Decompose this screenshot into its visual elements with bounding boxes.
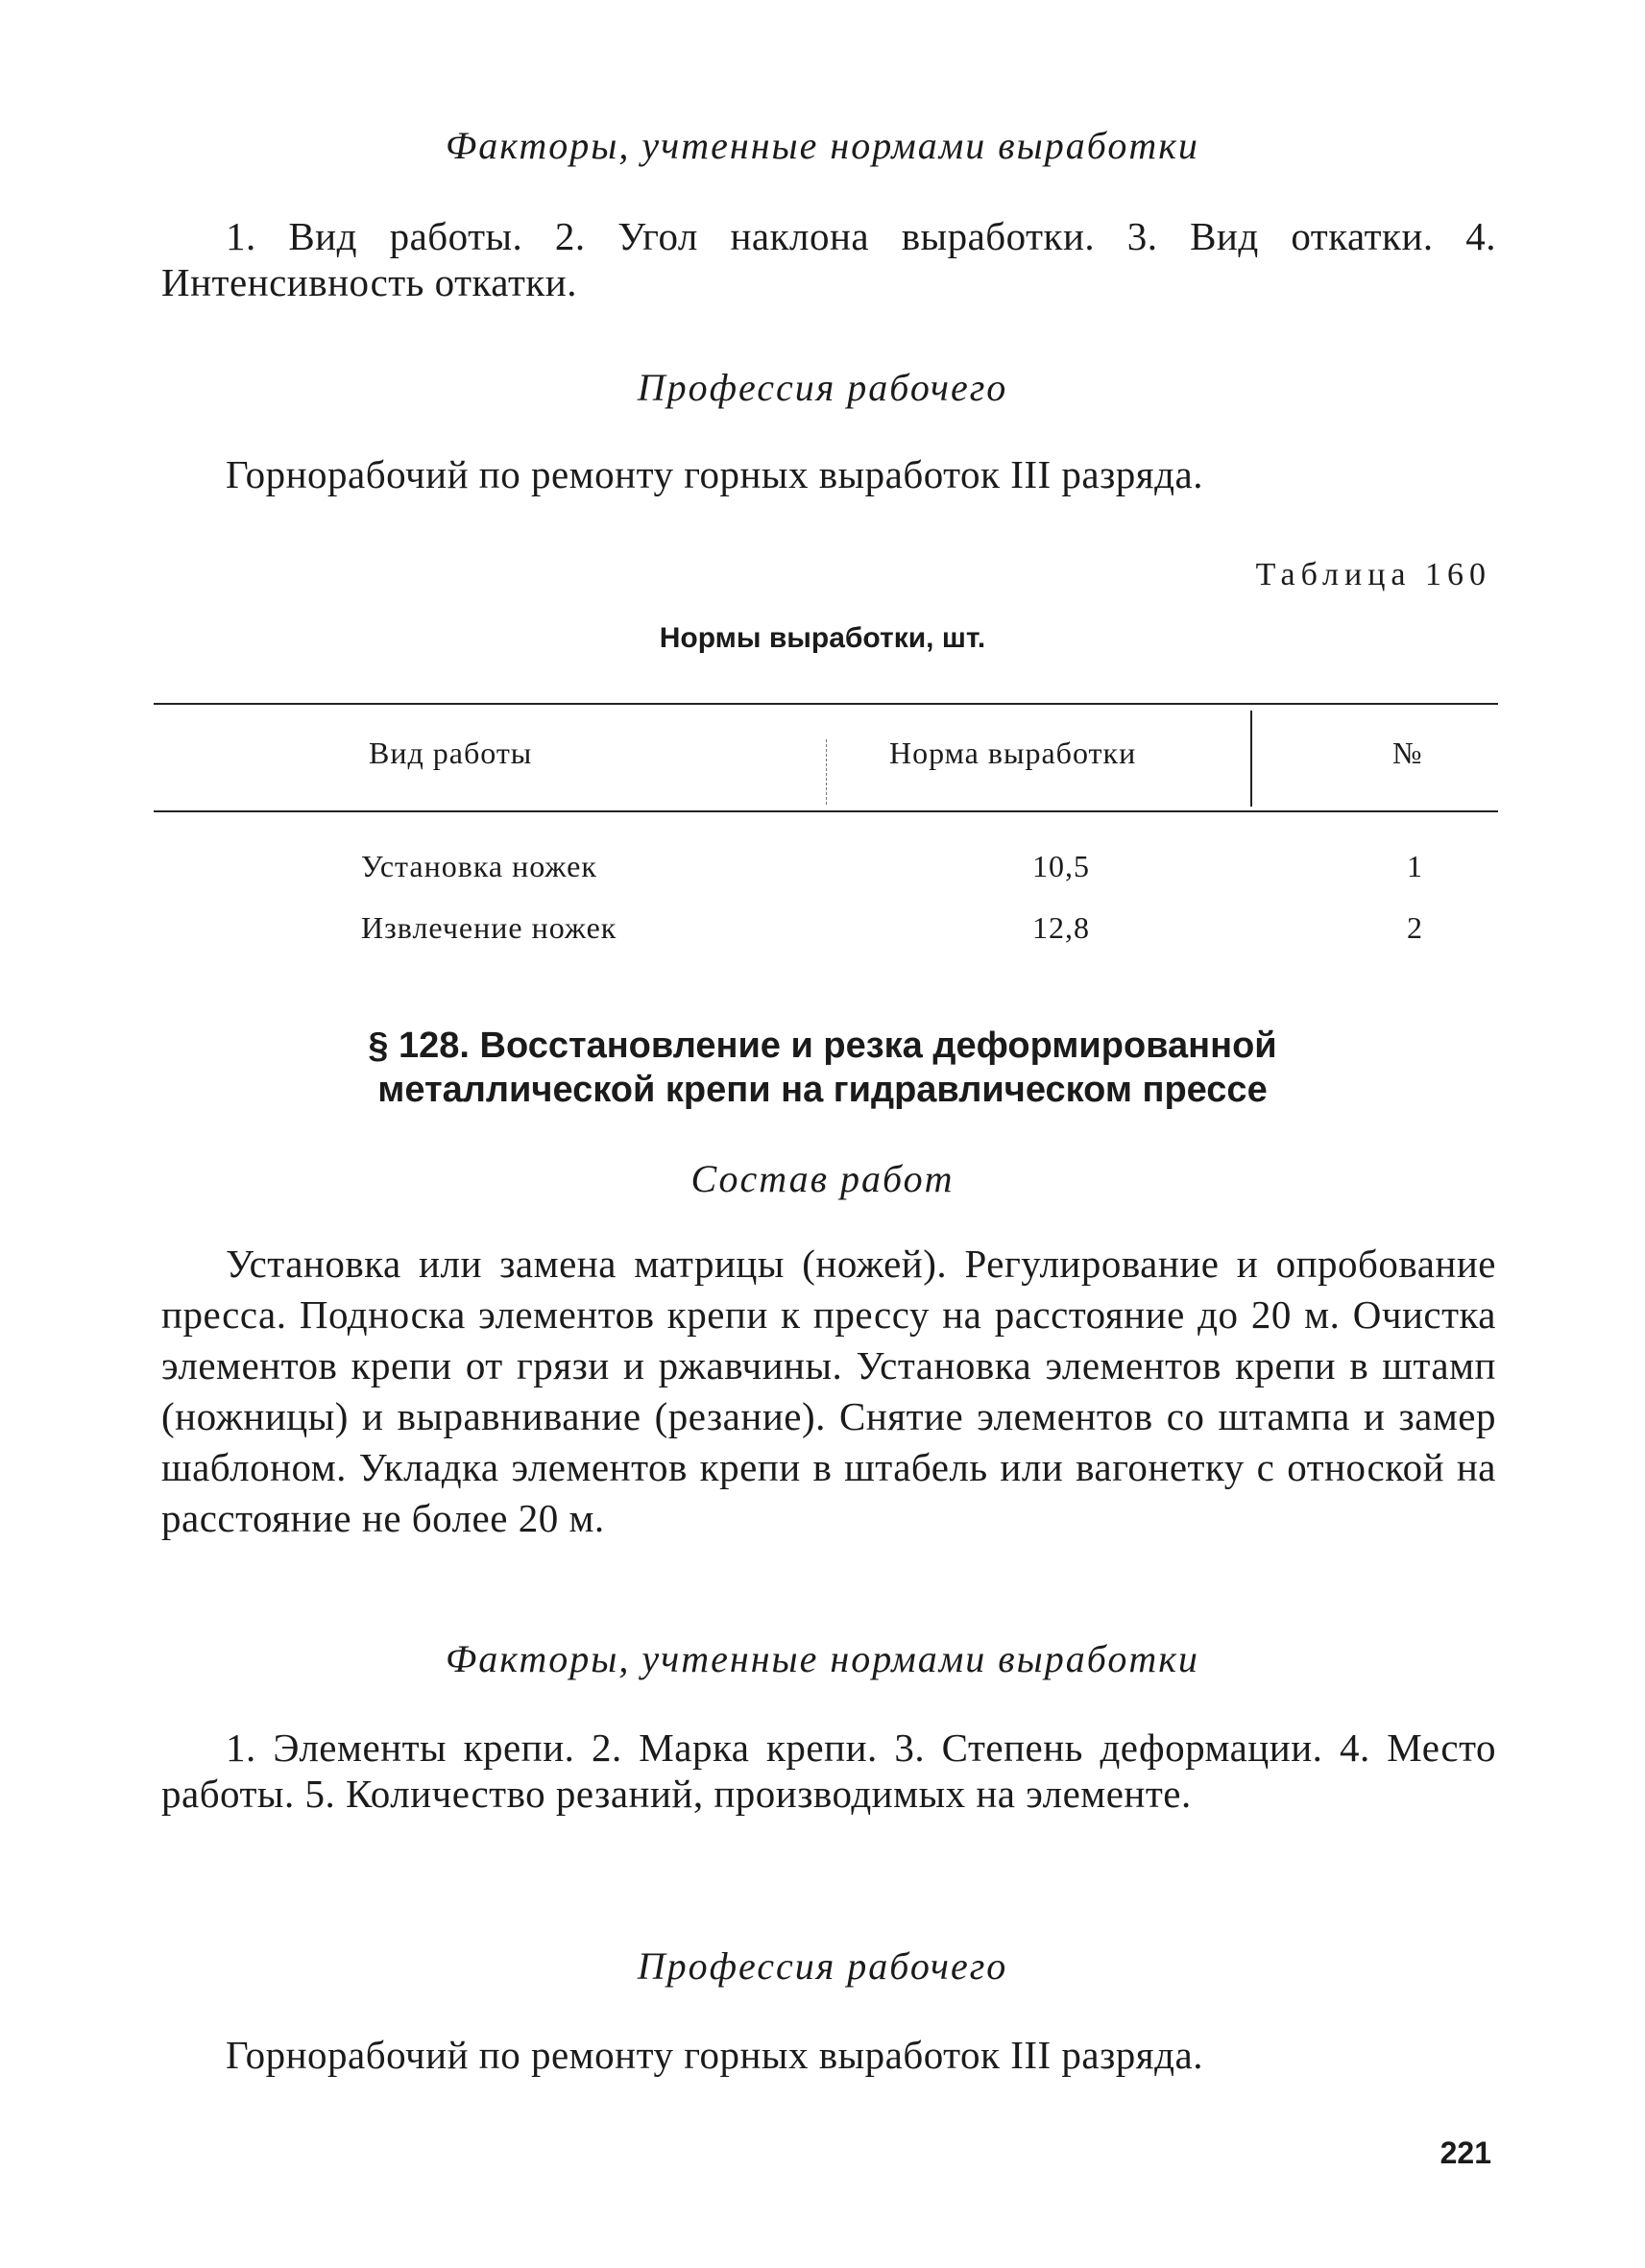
table-cell-norm: 12,8 (1032, 910, 1090, 945)
table-header-norm: Норма выработки (889, 736, 1137, 770)
page-number: 221 (1439, 2135, 1491, 2170)
table-top-rule (154, 703, 1498, 705)
table-header-work: Вид работы (369, 736, 533, 770)
table-cell-num: 2 (1407, 910, 1423, 945)
profession-paragraph-1: Горнорабочий по ремонту горных выработок III разряда. (226, 452, 1203, 496)
factors-heading-1: Факторы, учтенные нормами выработки (446, 124, 1199, 167)
composition-paragraph: Установка или замена матрицы (ножей). Регулирование и опробование пресса. Подноска элементов крепи к прессу на расстояние до 20 м. Очистка элементов крепи от грязи и ржавчины. Установка элементов крепи в штамп (ножницы) и выравнивание (резание). Снятие элементов со штампа и замер шаблоном. Укладка элементов крепи в штабель или вагонетку с отноской на расстояние не более 20 м. (161, 1242, 1496, 1540)
composition-heading: Состав работ (690, 1157, 955, 1200)
table-number: Таблица 160 (1255, 557, 1491, 592)
table-cell-work: Извлечение ножек (361, 910, 617, 945)
table-column-divider (826, 739, 827, 805)
table-header-rule (154, 810, 1498, 812)
section-title-line-2: металлической крепи на гидравлическом прессе (377, 1070, 1268, 1110)
table-cell-work: Установка ножек (361, 849, 597, 883)
table-cell-num: 1 (1407, 849, 1423, 883)
table-caption: Нормы выработки, шт. (659, 622, 986, 654)
table-cell-norm: 10,5 (1032, 849, 1090, 883)
table-column-divider (1250, 711, 1252, 807)
profession-paragraph-2: Горнорабочий по ремонту горных выработок III разряда. (226, 2033, 1203, 2077)
factors-paragraph-1: 1. Вид работы. 2. Угол наклона выработки. 3. Вид откатки. 4. Интенсивность откатки. (161, 214, 1496, 304)
profession-heading-2: Профессия рабочего (637, 1944, 1008, 1988)
section-title-line-1: § 128. Восстановление и резка деформированной (368, 1025, 1277, 1066)
table-header-num: № (1392, 736, 1423, 770)
section-title (0, 1024, 1645, 1112)
factors-paragraph-2: 1. Элементы крепи. 2. Марка крепи. 3. Степень деформации. 4. Место работы. 5. Количество резаний, производимых на элементе. (161, 1725, 1496, 1816)
profession-heading-1: Профессия рабочего (637, 366, 1008, 409)
factors-heading-2: Факторы, учтенные нормами выработки (446, 1637, 1199, 1680)
